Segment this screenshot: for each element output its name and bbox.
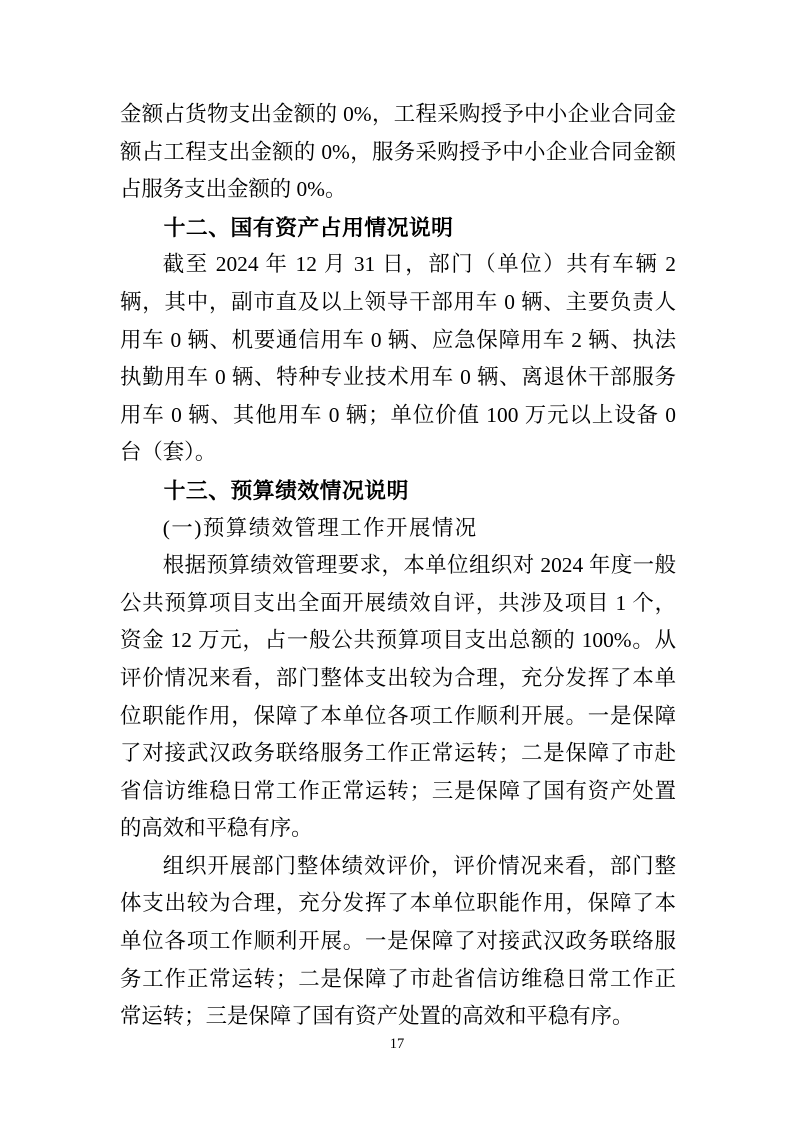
document-body [120, 96, 676, 1036]
paragraph-procurement-continuation: 金额占货物支出金额的 0%，工程采购授予中小企业合同金额占工程支出金额的 0%，服务采购授予中小企业合同金额占服务支出金额的 0%。 [120, 102, 676, 202]
paragraph-project-self-evaluation: 根据预算绩效管理要求，本单位组织对 2024 年度一般公共预算项目支出全面开展绩效自评，共涉及项目 1 个，资金 12 万元，占一般公共预算项目支出总额的 100%。从评价情况来看，部门整体支出较为合理，充分发挥了本单位职能作用，保障了本单位各项工作顺利开展。一是保障了对接武汉政务联络服务工作正常运转；二是保障了市赴省信访维稳日常工作正常运转；三是保障了国有资产处置的高效和平稳有序。 [120, 553, 676, 841]
heading-section-12-state-assets: 十二、国有资产占用情况说明 [163, 214, 454, 240]
paragraph-state-assets-occupancy: 截至 2024 年 12 月 31 日，部门（单位）共有车辆 2 辆，其中，副市直及以上领导干部用车 0 辆、主要负责人用车 0 辆、机要通信用车 0 辆、应急保障用车 2 辆、执法执勤用车 0 辆、特种专业技术用车 0 辆、离退休干部服务用车 0 辆、其他用车 0 辆；单位价值 100 万元以上设备 0 台（套）。 [120, 252, 676, 465]
page-footer [0, 1036, 794, 1053]
heading-section-13-budget-performance: 十三、预算绩效情况说明 [163, 477, 409, 503]
page-number: 17 [389, 1036, 405, 1052]
paragraph-overall-performance-evaluation: 组织开展部门整体绩效评价，评价情况来看，部门整体支出较为合理，充分发挥了本单位职能作用，保障了本单位各项工作顺利开展。一是保障了对接武汉政务联络服务工作正常运转；二是保障了市赴省信访维稳日常工作正常运转；三是保障了国有资产处置的高效和平稳有序。 [120, 853, 676, 1029]
subheading-performance-management-work: (一)预算绩效管理工作开展情况 [162, 515, 478, 540]
